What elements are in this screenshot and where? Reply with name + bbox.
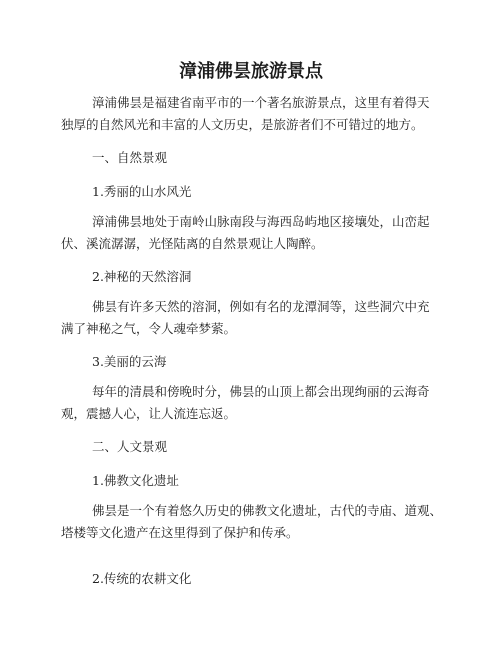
buddhist-sites-line-2: 塔楼等文化遗产在这里得到了保护和传承。 (61, 525, 299, 540)
cloud-sea-paragraph (61, 381, 430, 425)
caves-line-1: 佛昙有许多天然的溶洞，例如有名的龙潭洞等，这些洞穴中充 (92, 299, 430, 314)
buddhist-sites-line-1: 佛昙是一个有着悠久历史的佛教文化遗址，古代的寺庙、道观、 (92, 503, 443, 518)
scenery-line-2: 伏、溪流潺潺，光怪陆离的自然景观让人陶醉。 (61, 236, 324, 251)
item-heading-cloud-sea: 3.美丽的云海 (92, 354, 167, 369)
scenery-paragraph (61, 211, 430, 255)
cloud-sea-line-2: 观，震撼人心，让人流连忘返。 (61, 406, 237, 421)
item-heading-farming-culture: 2.传统的农耕文化 (92, 571, 192, 586)
caves-paragraph (61, 296, 430, 340)
intro-line-2: 独厚的自然风光和丰富的人文历史，是旅游者们不可错过的地方。 (61, 117, 424, 132)
cloud-sea-line-1: 每年的清晨和傍晚时分，佛昙的山顶上都会出现绚丽的云海奇 (92, 384, 430, 399)
item-heading-buddhist-sites: 1.佛教文化遗址 (92, 473, 179, 488)
caves-line-2: 满了神秘之气，令人魂牵梦萦。 (61, 321, 237, 336)
section-heading-natural: 一、自然景观 (92, 150, 168, 165)
document-title: 漳浦佛昙旅游景点 (179, 61, 323, 82)
section-heading-cultural: 二、人文景观 (92, 439, 168, 454)
item-heading-scenery: 1.秀丽的山水风光 (92, 184, 192, 199)
intro-paragraph (61, 92, 430, 136)
scenery-line-1: 漳浦佛昙地处于南岭山脉南段与海西岛屿地区接壤处，山峦起 (92, 214, 430, 229)
buddhist-sites-paragraph (61, 500, 443, 544)
intro-line-1: 漳浦佛昙是福建省南平市的一个著名旅游景点，这里有着得天 (92, 95, 430, 110)
item-heading-caves: 2.神秘的天然溶洞 (92, 269, 192, 284)
